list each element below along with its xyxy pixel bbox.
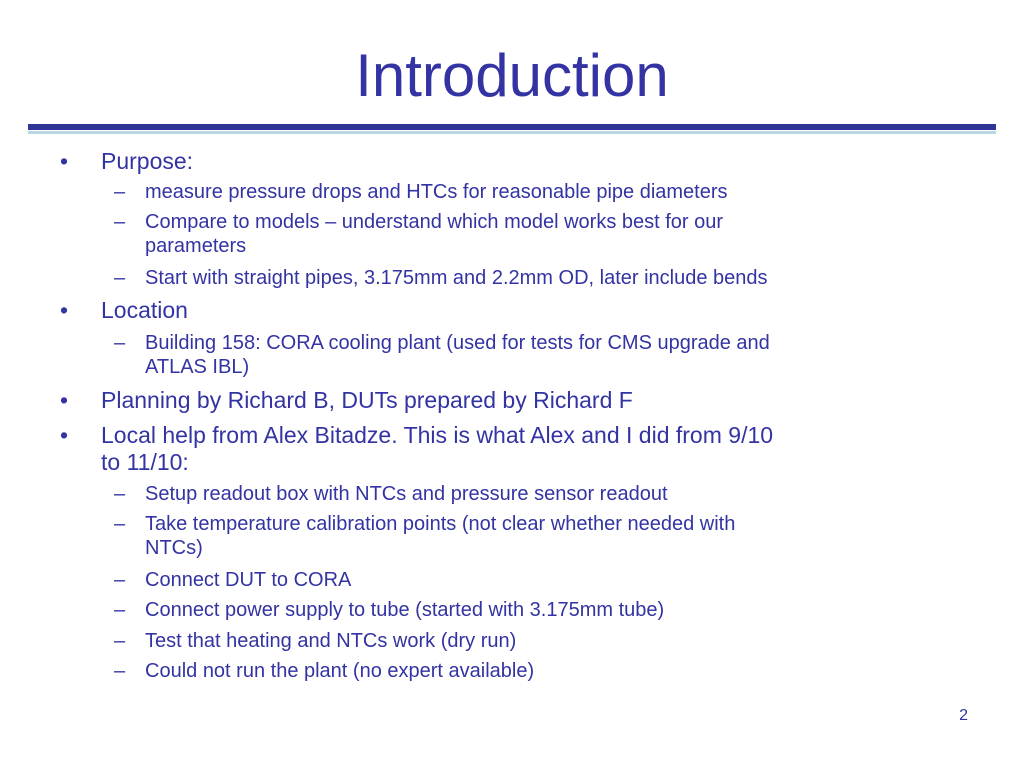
- bullet-local-help-label-continued: to 11/10:: [101, 449, 189, 475]
- bullet-location-label: Location: [101, 297, 188, 323]
- dash-marker: –: [114, 483, 126, 505]
- page-number: 2: [959, 707, 968, 724]
- bullet-marker: •: [60, 422, 69, 448]
- subbullet-text: Setup readout box with NTCs and pressure sensor readout: [145, 483, 668, 505]
- dash-marker: –: [114, 211, 126, 233]
- dash-marker: –: [114, 267, 126, 289]
- dash-marker: –: [114, 599, 126, 621]
- subbullet-text: Connect power supply to tube (started with 3.175mm tube): [145, 599, 665, 621]
- subbullet-text: Take temperature calibration points (not clear whether needed with: [145, 513, 736, 535]
- bullet-planning-label: Planning by Richard B, DUTs prepared by Richard F: [101, 387, 633, 413]
- subbullet-text: measure pressure drops and HTCs for reasonable pipe diameters: [145, 181, 728, 203]
- dash-marker: –: [114, 332, 126, 354]
- dash-marker: –: [114, 660, 126, 682]
- subbullet-text: Compare to models – understand which model works best for our: [145, 211, 724, 233]
- subbullet-text: Start with straight pipes, 3.175mm and 2.2mm OD, later include bends: [145, 267, 768, 289]
- dash-marker: –: [114, 513, 126, 535]
- subbullet-text: Could not run the plant (no expert available): [145, 660, 535, 682]
- bullet-marker: •: [60, 148, 69, 174]
- subbullet-text: Connect DUT to CORA: [145, 569, 352, 591]
- slide-title: Introduction: [355, 42, 669, 109]
- subbullet-text: Building 158: CORA cooling plant (used for tests for CMS upgrade and: [145, 332, 770, 354]
- bullet-marker: •: [60, 297, 69, 323]
- title-divider-dark: [28, 124, 996, 130]
- title-divider-light: [28, 131, 996, 134]
- subbullet-text: Test that heating and NTCs work (dry run): [145, 630, 517, 652]
- subbullet-text-continued: parameters: [145, 235, 247, 257]
- subbullet-text-continued: ATLAS IBL): [145, 356, 250, 378]
- bullet-marker: •: [60, 387, 69, 413]
- dash-marker: –: [114, 569, 126, 591]
- bullet-purpose-label: Purpose:: [101, 148, 194, 174]
- subbullet-text-continued: NTCs): [145, 537, 203, 559]
- bullet-local-help-label: Local help from Alex Bitadze. This is what Alex and I did from 9/10: [101, 422, 774, 448]
- dash-marker: –: [114, 630, 126, 652]
- dash-marker: –: [114, 181, 126, 203]
